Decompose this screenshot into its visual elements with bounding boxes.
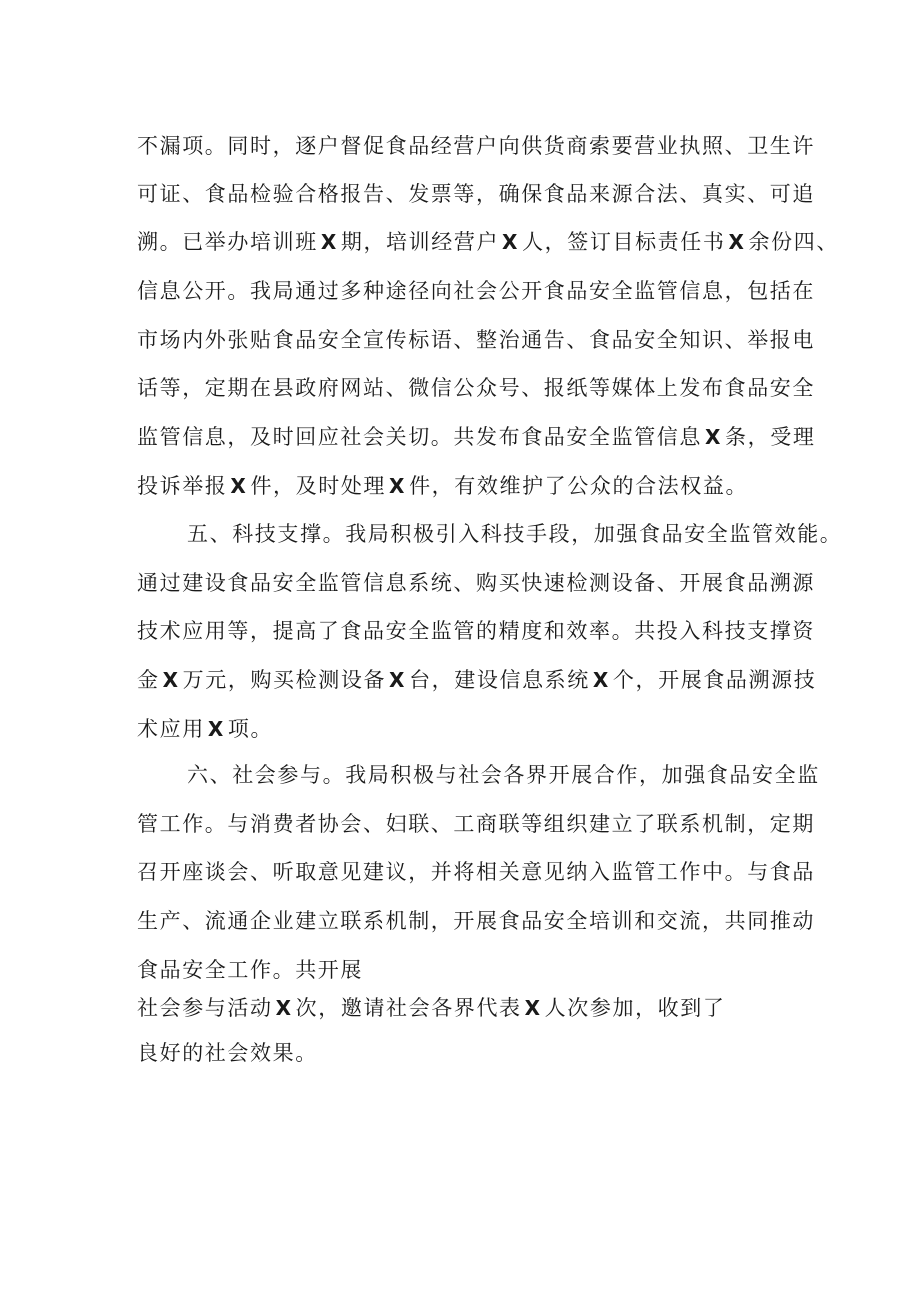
text-run: 召开座谈会、听取意见建议，并将相关意见纳入监管工作中。与食品 [137, 860, 815, 884]
text-run: 溯。已举办培训班 [137, 230, 318, 254]
text-run: 技术应用等，提高了食品安全监管的精度和效率。共投入科技支撑资 [137, 619, 815, 643]
text-run: 金 [137, 668, 160, 692]
placeholder-x: X [389, 668, 407, 692]
placeholder-x: X [389, 474, 407, 498]
text-line [137, 993, 725, 1023]
text-run: 不漏项。同时，逐户督促食品经营户向供货商索要营业执照、卫生许 [137, 134, 815, 158]
text-line [137, 714, 273, 744]
placeholder-x: X [592, 668, 610, 692]
text-line [137, 809, 815, 839]
text-line [137, 227, 839, 257]
text-run: 次，邀请社会各界代表 [295, 996, 522, 1020]
text-line [187, 760, 820, 790]
text-run: 生产、流通企业建立联系机制，开展食品安全培训和交流，共同推动 [137, 909, 815, 933]
text-line [137, 955, 363, 985]
text-run: 社会参与活动 [137, 996, 273, 1020]
placeholder-x: X [728, 230, 746, 254]
text-line [137, 471, 748, 501]
placeholder-x: X [320, 230, 338, 254]
text-run: 通过建设食品安全监管信息系统、购买快速检测设备、开展食品溯源 [137, 571, 815, 595]
text-run: 期，培训经营户 [340, 230, 500, 254]
text-run: 术应用 [137, 717, 205, 741]
text-run: 余份四、 [748, 230, 839, 254]
placeholder-x: X [162, 668, 180, 692]
text-line [137, 616, 815, 646]
text-line [137, 568, 815, 598]
text-run: 台，建设信息系统 [409, 668, 590, 692]
text-line [137, 857, 815, 887]
text-line [137, 179, 815, 209]
text-run: 人次参加，收到了 [544, 996, 726, 1020]
text-line [137, 276, 815, 306]
text-run: 可证、食品检验合格报告、发票等，确保食品来源合法、真实、可追 [137, 182, 815, 206]
text-run: 话等，定期在县政府网站、微信公众号、报纸等媒体上发布食品安全 [137, 376, 815, 400]
text-line [137, 131, 815, 161]
placeholder-x: X [207, 717, 225, 741]
text-run: 个，开展食品溯源技 [612, 668, 817, 692]
placeholder-x: X [230, 474, 248, 498]
placeholder-x: X [275, 996, 293, 1020]
text-run: 五、科技支撑。我局积极引入科技手段，加强食品安全监管效能。 [187, 522, 843, 546]
text-run: 项。 [227, 717, 274, 741]
placeholder-x: X [705, 425, 723, 449]
text-run: 条，受理 [725, 425, 816, 449]
placeholder-x: X [524, 996, 542, 1020]
text-run: 管工作。与消费者协会、妇联、工商联等组织建立了联系机制，定期 [137, 812, 815, 836]
text-line [187, 519, 842, 549]
text-run: 监管信息，及时回应社会关切。共发布食品安全监管信息 [137, 425, 702, 449]
text-run: 投诉举报 [137, 474, 228, 498]
text-run: 件，及时处理 [250, 474, 387, 498]
text-run: 万元，购买检测设备 [182, 668, 387, 692]
text-line [137, 373, 815, 403]
text-run: 食品安全工作。共开展 [137, 958, 363, 982]
text-run: 信息公开。我局通过多种途径向社会公开食品安全监管信息，包括在 [137, 279, 815, 303]
text-line [137, 325, 815, 355]
text-run: 件，有效维护了公众的合法权益。 [409, 474, 749, 498]
text-run: 良好的社会效果。 [137, 1041, 318, 1065]
text-run: 人，签订目标责任书 [522, 230, 726, 254]
text-line [137, 422, 815, 452]
text-line [137, 665, 816, 695]
placeholder-x: X [502, 230, 520, 254]
text-run: 六、社会参与。我局积极与社会各界开展合作，加强食品安全监 [187, 763, 820, 787]
text-line [137, 1038, 318, 1068]
text-run: 市场内外张贴食品安全宣传标语、整治通告、食品安全知识、举报电 [137, 328, 815, 352]
text-line [137, 906, 815, 936]
